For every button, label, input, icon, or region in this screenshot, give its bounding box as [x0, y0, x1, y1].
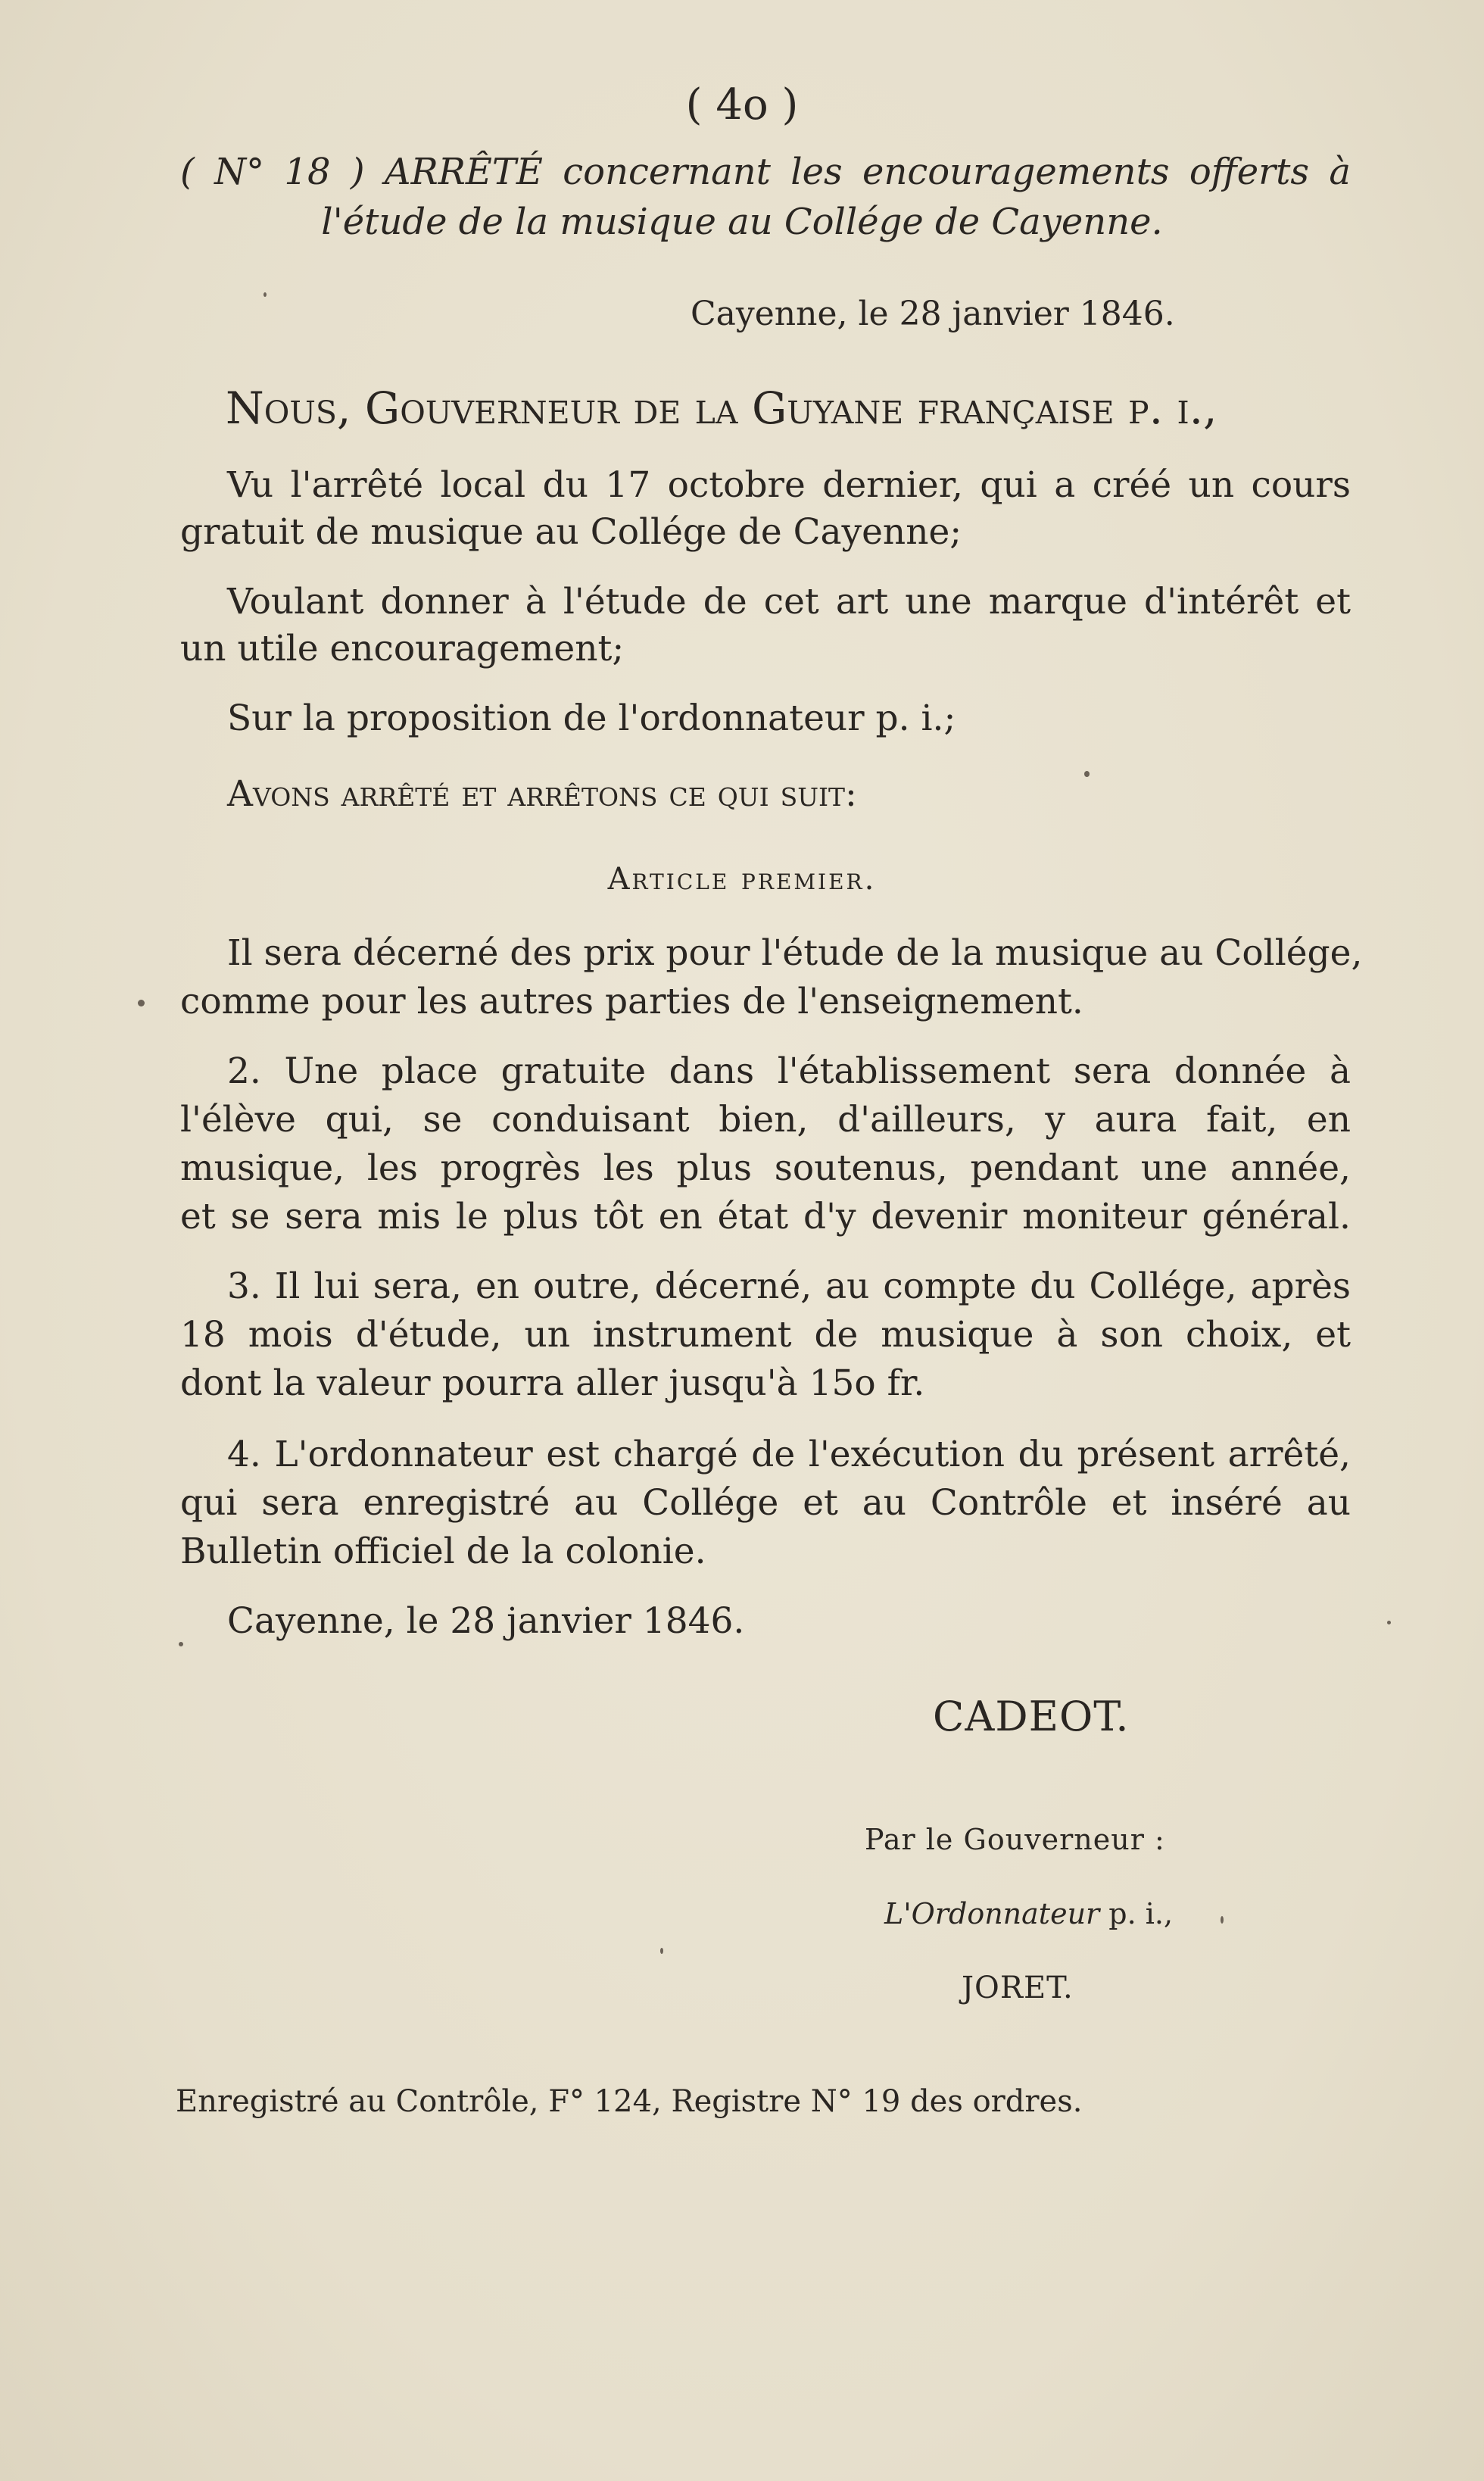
article-1-line-1: Il sera décerné des prix pour l'étude de la musique au Collége, — [227, 932, 1363, 974]
closing-date: Cayenne, le 28 janvier 1846. — [227, 1600, 745, 1642]
ordonnateur-title: L'Ordonnateur — [884, 1897, 1100, 1930]
par-le-gouverneur: Par le Gouverneur : — [865, 1823, 1165, 1856]
paper-speck — [1084, 771, 1090, 777]
article-3-line-2: 18 mois d'étude, un instrument de musique à son choix, et — [180, 1314, 1351, 1356]
preamble-nous: Nous, Gouverneur de la Guyane française p. i., — [226, 382, 1217, 434]
paper-speck — [1221, 1916, 1224, 1924]
ordonnateur-suffix: p. i., — [1099, 1897, 1174, 1930]
signature: CADEOT. — [933, 1693, 1130, 1740]
article-3-line-3: dont la valeur pourra aller jusqu'à 15o fr. — [180, 1362, 925, 1404]
paper-speck — [660, 1948, 663, 1954]
article-3-line-1: 3. Il lui sera, en outre, décerné, au compte du Collége, après — [227, 1265, 1351, 1307]
paper-speck — [138, 1000, 145, 1006]
article-4-line-2: qui sera enregistré au Collége et au Contrôle et inséré au — [180, 1482, 1351, 1524]
preamble-avons: Avons arrêté et arrêtons ce qui suit: — [227, 773, 857, 815]
title-line-2: l'étude de la musique au Collége de Cayenne. — [321, 201, 1163, 243]
article-4-line-3: Bulletin officiel de la colonie. — [180, 1531, 706, 1572]
article-2-line-1: 2. Une place gratuite dans l'établissement sera donnée à — [227, 1050, 1351, 1092]
preamble-vu-1: Vu l'arrêté local du 17 octobre dernier, qui a créé un cours — [227, 464, 1351, 506]
paper-speck — [263, 292, 267, 297]
article-4-line-1: 4. L'ordonnateur est chargé de l'exécution du présent arrêté, — [227, 1434, 1351, 1475]
ordonnateur-line — [884, 1890, 1173, 1937]
title-line-1: ( N° 18 ) ARRÊTÉ concernant les encouragements offerts à — [180, 151, 1351, 193]
article-heading: Article premier. — [607, 862, 877, 897]
article-2-line-2: l'élève qui, se conduisant bien, d'ailleurs, y aura fait, en — [180, 1099, 1351, 1141]
preamble-voulant-1: Voulant donner à l'étude de cet art une marque d'intérêt et — [227, 581, 1351, 623]
paper-speck — [1387, 1621, 1391, 1624]
page-number: ( 4o ) — [685, 80, 799, 130]
preamble-voulant-2: un utile encouragement; — [180, 628, 625, 669]
article-2-line-3: musique, les progrès les plus soutenus, pendant une année, — [180, 1147, 1351, 1189]
article-2-line-4: et se sera mis le plus tôt en état d'y devenir moniteur général. — [180, 1196, 1351, 1237]
preamble-vu-2: gratuit de musique au Collége de Cayenne; — [180, 511, 962, 553]
paper-speck — [179, 1642, 183, 1646]
countersignature: JORET. — [962, 1971, 1074, 2005]
preamble-sur: Sur la proposition de l'ordonnateur p. i.; — [227, 697, 956, 739]
registration-note: Enregistré au Contrôle, F° 124, Registre N° 19 des ordres. — [176, 2084, 1083, 2119]
dateline: Cayenne, le 28 janvier 1846. — [691, 295, 1175, 333]
article-1-line-2: comme pour les autres parties de l'enseignement. — [180, 981, 1083, 1022]
